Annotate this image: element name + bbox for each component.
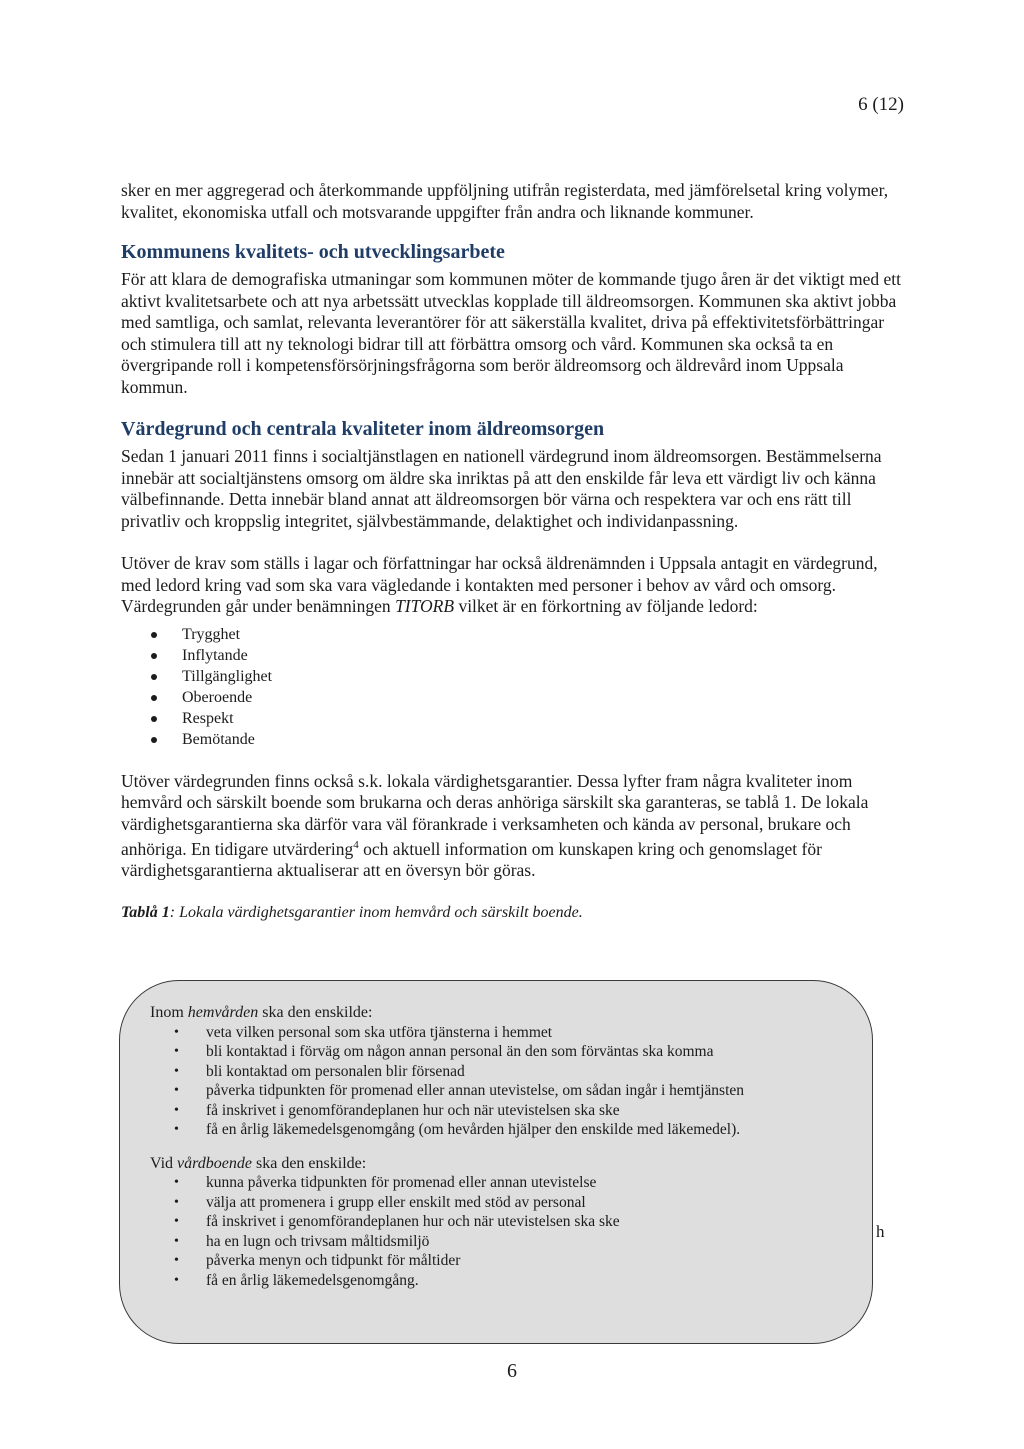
vardboende-list (150, 1173, 852, 1290)
list-item: Bemötande (151, 729, 901, 750)
list-item: • påverka menyn och tidpunkt för måltider (150, 1251, 852, 1271)
page-reference: 6 (12) (858, 94, 904, 115)
table-caption: Tablå 1: Lokala värdighetsgarantier inom hemvård och särskilt boende. (121, 903, 583, 921)
vardighetsgarantier-box (119, 980, 873, 1344)
section-heading-vardegrund: Värdegrund och centrala kvaliteter inom äldreomsorgen (121, 418, 605, 440)
intro-paragraph: sker en mer aggregerad och återkommande uppföljning utifrån registerdata, med jämförelsetal kring volymer, kvalitet, ekonomiska utfall och motsvarande uppgifter från andra och liknande kommuner. (121, 180, 889, 222)
list-item: Respekt (151, 708, 901, 729)
vardighetsgarantier-paragraph: Utöver värdegrunden finns också s.k. lokala värdighetsgarantier. Dessa lyfter fram några kvaliteter inom hemvård och särskilt boende som brukarna och deras anhöriga särskilt ska garanteras, se tablå 1. De lokala värdighetsgarantierna ska därför vara väl förankrade i verksamheten och kända av personal, brukare och anhöriga. En tidigare utvärdering$^4$ och aktuell information om kunskapen kring och genomslaget för värdighetsgarantierna aktualiserar att en översyn bör göras. (121, 770, 869, 881)
stray-character: h (876, 1222, 885, 1241)
list-item: • ha en lugn och trivsam måltidsmiljö (150, 1232, 852, 1252)
footnote-ref: 4 (353, 839, 359, 851)
list-item: • bli kontaktad i förväg om någon annan personal än den som förväntas ska komma (150, 1042, 852, 1062)
section-heading-kvalitet: Kommunens kvalitets- och utvecklingsarbete (121, 241, 505, 263)
vardegrund-paragraph-1: Sedan 1 januari 2011 finns i socialtjänstlagen en nationell värdegrund inom äldreomsorgen. Bestämmelserna innebär att socialtjänstens omsorg om äldre ska inriktas på att den enskilde får leva ett värdigt liv och känna välbefinnande. Detta innebär bland annat att äldreomsorgen bör värna och respektera var och ens rätt till privatliv och kroppslig integritet, självbestämmande, delaktighet och individanpassning. (121, 446, 882, 531)
ledord-list (121, 624, 901, 750)
list-item: • veta vilken personal som ska utföra tjänsterna i hemmet (150, 1023, 852, 1043)
page-number: 6 (507, 1360, 517, 1382)
list-item: • påverka tidpunkten för promenad eller annan utevistelse, om sådan ingår i hemtjänsten (150, 1081, 852, 1101)
list-item: Inflytande (151, 645, 901, 666)
hemvard-lead: Inom hemvården ska den enskilde: (150, 1004, 373, 1021)
hemvard-list (150, 1023, 852, 1140)
section-kvalitet-body: För att klara de demografiska utmaningar som kommunen möter de kommande tjugo åren är det viktigt med ett aktivt kvalitetsarbete och att nya arbetssätt utvecklas kopplade till äldreomsorgen. Kommunen ska aktivt jobba med samtliga, och samlat, relevanta leverantörer för att säkerställa kvalitet, driva på effektivitetsförbättringar och stimulera till att ny teknologi bidrar till att förbättra omsorg och vård. Kommunen ska också ta en övergripande roll i kompetensförsörjningsfrågorna som berör äldreomsorg och äldrevård inom Uppsala kommun. (121, 269, 901, 397)
list-item: • få en årlig läkemedelsgenomgång (om hevården hjälper den enskilde med läkemedel). (150, 1120, 852, 1140)
list-item: • kunna påverka tidpunkten för promenad eller annan utevistelse (150, 1173, 852, 1193)
vardegrund-paragraph-2: Utöver de krav som ställs i lagar och författningar har också äldrenämnden i Uppsala antagit en värdegrund, med ledord kring vad som ska vara vägledande i kontakten med personer i behov av vård och omsorg. Värdegrunden går under benämningen TITORB vilket är en förkortning av följande ledord: (121, 553, 878, 616)
list-item: • välja att promenera i grupp eller enskilt med stöd av personal (150, 1193, 852, 1213)
list-item: Trygghet (151, 624, 901, 645)
titorb-term: TITORB (395, 596, 455, 616)
list-item: • få en årlig läkemedelsgenomgång. (150, 1271, 852, 1291)
main-content (121, 180, 901, 923)
list-item: • bli kontaktad om personalen blir försenad (150, 1062, 852, 1082)
list-item: • få inskrivet i genomförandeplanen hur och när utevistelsen ska ske (150, 1101, 852, 1121)
vardboende-lead: Vid vårdboende ska den enskilde: (150, 1154, 367, 1172)
list-item: Oberoende (151, 687, 901, 708)
list-item: Tillgänglighet (151, 666, 901, 687)
list-item: • få inskrivet i genomförandeplanen hur och när utevistelsen ska ske (150, 1212, 852, 1232)
